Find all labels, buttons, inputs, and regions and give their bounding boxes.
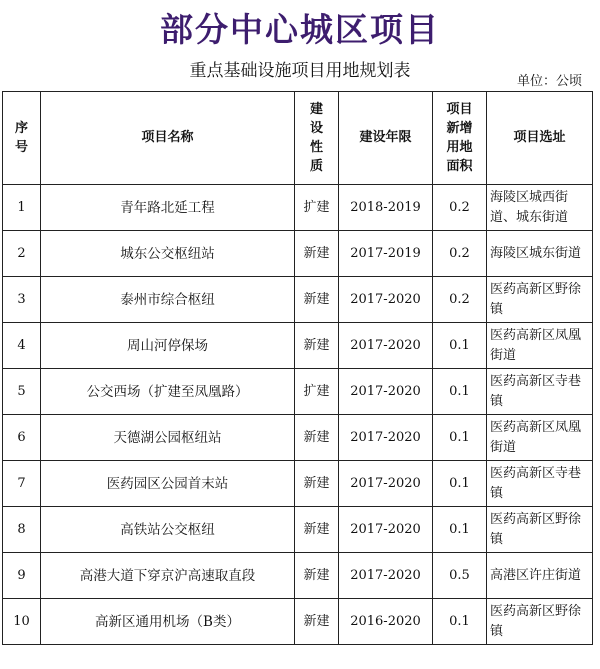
cell-project-name: 高新区通用机场（B类） <box>41 599 295 645</box>
cell-nature: 新建 <box>295 461 339 507</box>
header-years: 建设年限 <box>339 92 433 185</box>
cell-area: 0.5 <box>433 553 487 599</box>
cell-area: 0.1 <box>433 415 487 461</box>
cell-project-name: 高港大道下穿京沪高速取直段 <box>41 553 295 599</box>
header-nature: 建设性质 <box>295 92 339 185</box>
cell-site: 医药高新区寺巷镇 <box>487 461 593 507</box>
cell-nature: 扩建 <box>295 369 339 415</box>
cell-index: 1 <box>3 185 41 231</box>
cell-area: 0.1 <box>433 461 487 507</box>
cell-project-name: 公交西场（扩建至凤凰路） <box>41 369 295 415</box>
cell-area: 0.1 <box>433 323 487 369</box>
header-name: 项目名称 <box>41 92 295 185</box>
cell-index: 7 <box>3 461 41 507</box>
cell-area: 0.1 <box>433 599 487 645</box>
cell-index: 10 <box>3 599 41 645</box>
cell-nature: 扩建 <box>295 185 339 231</box>
cell-index: 2 <box>3 231 41 277</box>
cell-years: 2017-2020 <box>339 553 433 599</box>
cell-site: 高港区许庄街道 <box>487 553 593 599</box>
table-row <box>3 231 593 277</box>
cell-years: 2016-2020 <box>339 599 433 645</box>
cell-project-name: 天德湖公园枢纽站 <box>41 415 295 461</box>
table-header-row <box>3 92 593 185</box>
cell-nature: 新建 <box>295 231 339 277</box>
cell-area: 0.2 <box>433 185 487 231</box>
header-index: 序号 <box>3 92 41 185</box>
table-row <box>3 323 593 369</box>
cell-project-name: 青年路北延工程 <box>41 185 295 231</box>
cell-site: 海陵区城西街道、城东街道 <box>487 185 593 231</box>
cell-years: 2017-2020 <box>339 369 433 415</box>
land-use-table <box>2 91 593 645</box>
cell-project-name: 高铁站公交枢纽 <box>41 507 295 553</box>
cell-index: 9 <box>3 553 41 599</box>
cell-years: 2017-2020 <box>339 277 433 323</box>
cell-site: 海陵区城东街道 <box>487 231 593 277</box>
cell-years: 2017-2020 <box>339 507 433 553</box>
cell-area: 0.1 <box>433 369 487 415</box>
table-row <box>3 415 593 461</box>
cell-project-name: 医药园区公园首末站 <box>41 461 295 507</box>
cell-area: 0.2 <box>433 231 487 277</box>
cell-nature: 新建 <box>295 277 339 323</box>
table-subtitle: 重点基础设施项目用地规划表 <box>189 61 411 81</box>
header-site: 项目选址 <box>487 92 593 185</box>
cell-nature: 新建 <box>295 415 339 461</box>
cell-project-name: 城东公交枢纽站 <box>41 231 295 277</box>
unit-label: 单位：公顷 <box>516 74 582 89</box>
cell-index: 6 <box>3 415 41 461</box>
cell-index: 8 <box>3 507 41 553</box>
table-row <box>3 599 593 645</box>
header-area: 项目新增用地面积 <box>433 92 487 185</box>
cell-nature: 新建 <box>295 507 339 553</box>
cell-years: 2017-2020 <box>339 415 433 461</box>
cell-years: 2017-2020 <box>339 323 433 369</box>
cell-site: 医药高新区野徐镇 <box>487 599 593 645</box>
cell-index: 3 <box>3 277 41 323</box>
table-row <box>3 185 593 231</box>
table-row <box>3 369 593 415</box>
cell-site: 医药高新区凤凰街道 <box>487 415 593 461</box>
cell-site: 医药高新区凤凰街道 <box>487 323 593 369</box>
cell-nature: 新建 <box>295 553 339 599</box>
cell-site: 医药高新区寺巷镇 <box>487 369 593 415</box>
cell-area: 0.2 <box>433 277 487 323</box>
cell-site: 医药高新区野徐镇 <box>487 507 593 553</box>
cell-index: 4 <box>3 323 41 369</box>
table-row <box>3 507 593 553</box>
cell-area: 0.1 <box>433 507 487 553</box>
cell-years: 2017-2020 <box>339 461 433 507</box>
cell-years: 2018-2019 <box>339 185 433 231</box>
page-title: 部分中心城区项目 <box>160 10 440 49</box>
cell-years: 2017-2019 <box>339 231 433 277</box>
cell-site: 医药高新区野徐镇 <box>487 277 593 323</box>
cell-index: 5 <box>3 369 41 415</box>
cell-project-name: 泰州市综合枢纽 <box>41 277 295 323</box>
table-row <box>3 553 593 599</box>
table-row <box>3 461 593 507</box>
cell-nature: 新建 <box>295 599 339 645</box>
table-row <box>3 277 593 323</box>
cell-project-name: 周山河停保场 <box>41 323 295 369</box>
cell-nature: 新建 <box>295 323 339 369</box>
